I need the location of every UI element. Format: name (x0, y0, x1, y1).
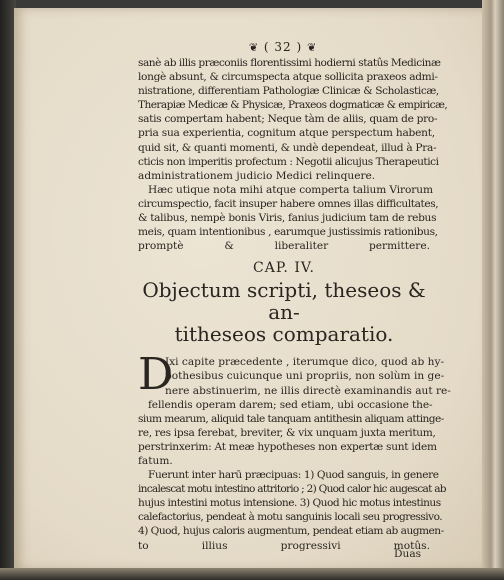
page-stack-edge (482, 0, 504, 580)
text-line: nere abstinuerim, ne illis directè examinandis aut re- (165, 384, 451, 397)
text-line: nistratione, differentiam Pathologiæ Clinicæ & Scholasticæ, (138, 85, 439, 98)
text-line: Fuerunt inter harū præcipuas: 1) Quod sanguis, in genere (148, 469, 439, 482)
text-line: fellendis operam darem; sed etiam, ubi occasione the- (148, 398, 433, 411)
text-line: calefactorius, pendeat à motu sanguinis locali seu progressivo. (138, 511, 443, 524)
text-line: Hæc utique nota mihi atque comperta talium Virorum (148, 183, 433, 196)
paragraph-3 (138, 349, 451, 468)
drop-capital: D (138, 349, 174, 401)
text-line: promptè & liberaliter permittere. (138, 240, 430, 253)
catchword: Duas (394, 548, 422, 560)
paragraph-2 (138, 183, 439, 253)
text-line: sium mearum, aliquid tale tanquam antithesin aliquam attinge- (138, 412, 444, 425)
chapter-title-line-2: titheseos comparatio. (174, 322, 394, 347)
chapter-title (138, 279, 430, 345)
paragraph-4 (138, 468, 446, 553)
paragraph-1 (138, 56, 448, 183)
page-number: ( 32 ) (263, 40, 303, 54)
text-line: sanè ab illis præconiis florentissimi hodierni statûs Medicinæ (138, 57, 441, 69)
text-line: longè absunt, & circumspecta atque sollicita praxeos admi- (138, 71, 438, 84)
text-line: Ixi capite præcedente , iterumque dico, quod ab hy- (165, 356, 445, 369)
text-line: to illius progressivi motûs. (138, 539, 430, 552)
text-line: 4) Quod, hujus caloris augmentum, pendeat etiam ab augmen- (138, 525, 444, 538)
bottom-shadow (0, 568, 504, 580)
text-line: hujus intestini motus intensione. 3) Quod hic motus intestinus (138, 497, 441, 510)
text-line: circumspectio, facit insuper habere omnes illas difficultates, (138, 197, 439, 210)
text-line: pothesibus cuicunque uni propriis, non solùm in ge- (165, 370, 445, 383)
page-text (138, 56, 451, 553)
text-line: cticis non imperitis profectum : Negotii alicujus Therapeutici (138, 155, 439, 168)
paragraph-3-beside-dropcap (138, 349, 451, 401)
text-line: & talibus, nempè bonis Viris, fanius judicium tam de rebus (138, 212, 437, 225)
text-line: satis compertam habent; Neque tàm de aliis, quam de pro- (138, 113, 438, 126)
ornament-right: ❦ (306, 41, 318, 54)
chapter-label: CAP. IV. (253, 260, 315, 277)
ornament-left: ❦ (248, 41, 260, 54)
text-line: incalescat motu intestino attritorio ; 2) Quod calor hic augescat ab (138, 483, 446, 496)
text-line: re, res ipsa ferebat, breviter, & vix unquam juxta meritum, (138, 426, 436, 439)
text-line: perstrinxerim: At meæ hypotheses non expertæ sunt idem (138, 440, 437, 453)
text-line: meis, quam intentionibus , earumque justissimis rationibus, (138, 226, 438, 239)
text-line: quid sit, & quanti momenti, & undè dependeat, illud à Pra- (138, 141, 437, 154)
page-number-header (243, 40, 323, 54)
text-line: administrationem judicio Medici relinquere. (138, 169, 376, 182)
chapter-title-line-1: Objectum scripti, theseos & an- (142, 278, 426, 325)
paragraph-3-rest (138, 398, 444, 468)
text-line: Therapiæ Medicæ & Physicæ, Praxeos dogmaticæ & empiricæ, (138, 99, 448, 112)
text-line: fatum. (138, 454, 173, 467)
text-line: pria sua experientia, cognitum atque perspectum habent, (138, 127, 435, 140)
